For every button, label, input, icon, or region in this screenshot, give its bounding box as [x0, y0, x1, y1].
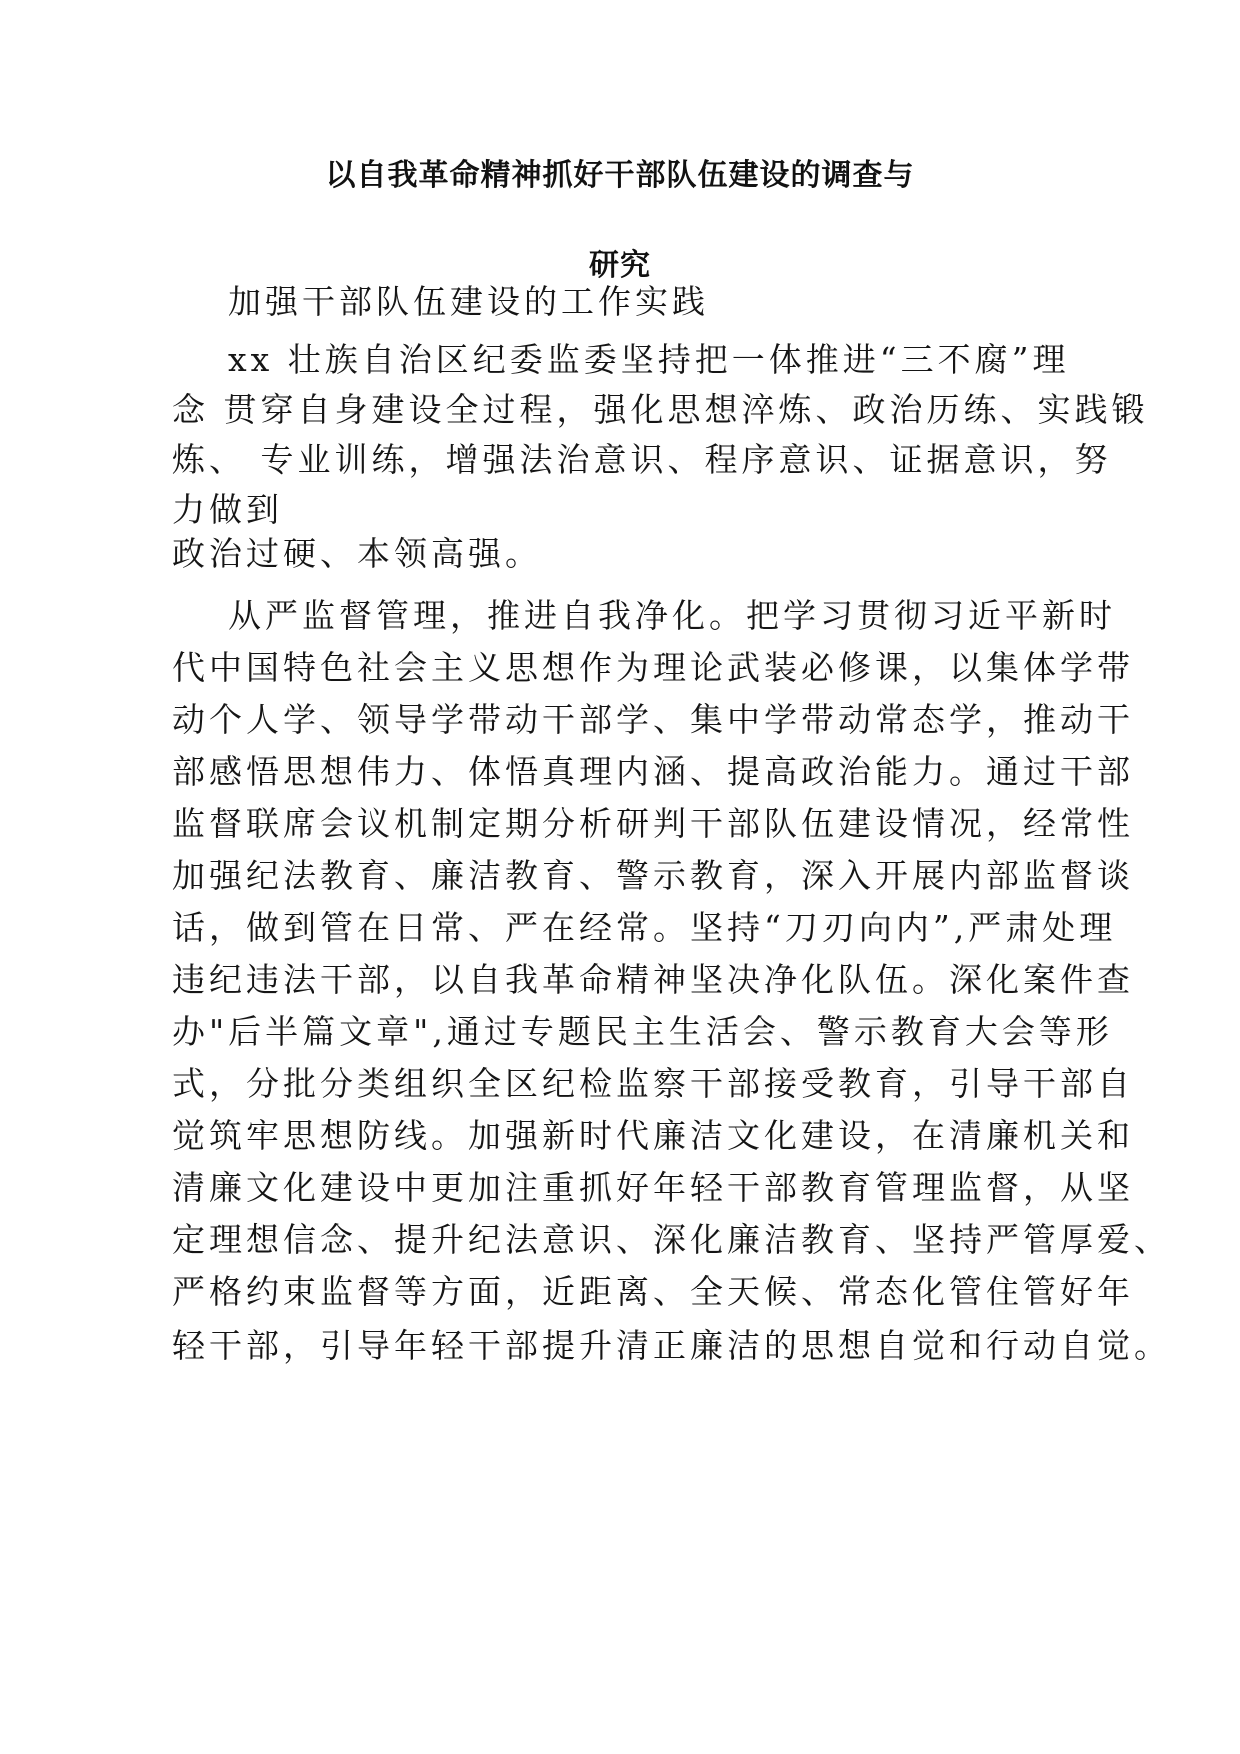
paragraph-line: 加强纪法教育、廉洁教育、警示教育，深入开展内部监督谈: [172, 856, 1134, 895]
paragraph-line: 违纪违法干部，以自我革命精神坚决净化队伍。深化案件查: [172, 960, 1134, 999]
paragraph-line: 政治过硬、本领高强。: [172, 534, 542, 573]
document-title-line-2: 研究: [589, 248, 651, 283]
paragraph-line: 轻干部，引导年轻干部提升清正廉洁的思想自觉和行动自觉。: [172, 1326, 1171, 1365]
paragraph-line: 力做到: [172, 490, 283, 529]
paragraph-line: 监督联席会议机制定期分析研判干部队伍建设情况，经常性: [172, 804, 1134, 843]
paragraph-line: 觉筑牢思想防线。加强新时代廉洁文化建设，在清廉机关和: [172, 1116, 1134, 1155]
paragraph-line: xx 壮族自治区纪委监委坚持把一体推进“三不腐”理: [228, 340, 1070, 379]
paragraph-line: 炼、 专业训练，增强法治意识、程序意识、证据意识，努: [172, 440, 1112, 479]
paragraph-line: 部感悟思想伟力、体悟真理内涵、提高政治能力。通过干部: [172, 752, 1134, 791]
paragraph-line: 式，分批分类组织全区纪检监察干部接受教育，引导干部自: [172, 1064, 1134, 1103]
paragraph-line: 话，做到管在日常、严在经常。坚持“刀刃向内”,严肃处理: [172, 908, 1117, 947]
paragraph-line: 定理想信念、提升纪法意识、深化廉洁教育、坚持严管厚爱、: [172, 1220, 1171, 1259]
paragraph-line: 动个人学、领导学带动干部学、集中学带动常态学，推动干: [172, 700, 1134, 739]
paragraph-line: 严格约束监督等方面，近距离、全天候、常态化管住管好年: [172, 1272, 1134, 1311]
paragraph-line: 办"后半篇文章",通过专题民主生活会、警示教育大会等形: [172, 1012, 1113, 1051]
document-title-line-1: 以自我革命精神抓好干部队伍建设的调查与: [325, 158, 915, 193]
paragraph-line: 清廉文化建设中更加注重抓好年轻干部教育管理监督，从坚: [172, 1168, 1134, 1207]
section-subheading: 加强干部队伍建设的工作实践: [228, 282, 709, 321]
paragraph-line: 代中国特色社会主义思想作为理论武装必修课，以集体学带: [172, 648, 1134, 687]
paragraph-line: 从严监督管理，推进自我净化。把学习贯彻习近平新时: [228, 596, 1116, 635]
paragraph-line: 念 贯穿自身建设全过程，强化思想淬炼、政治历练、实践锻: [172, 390, 1149, 429]
